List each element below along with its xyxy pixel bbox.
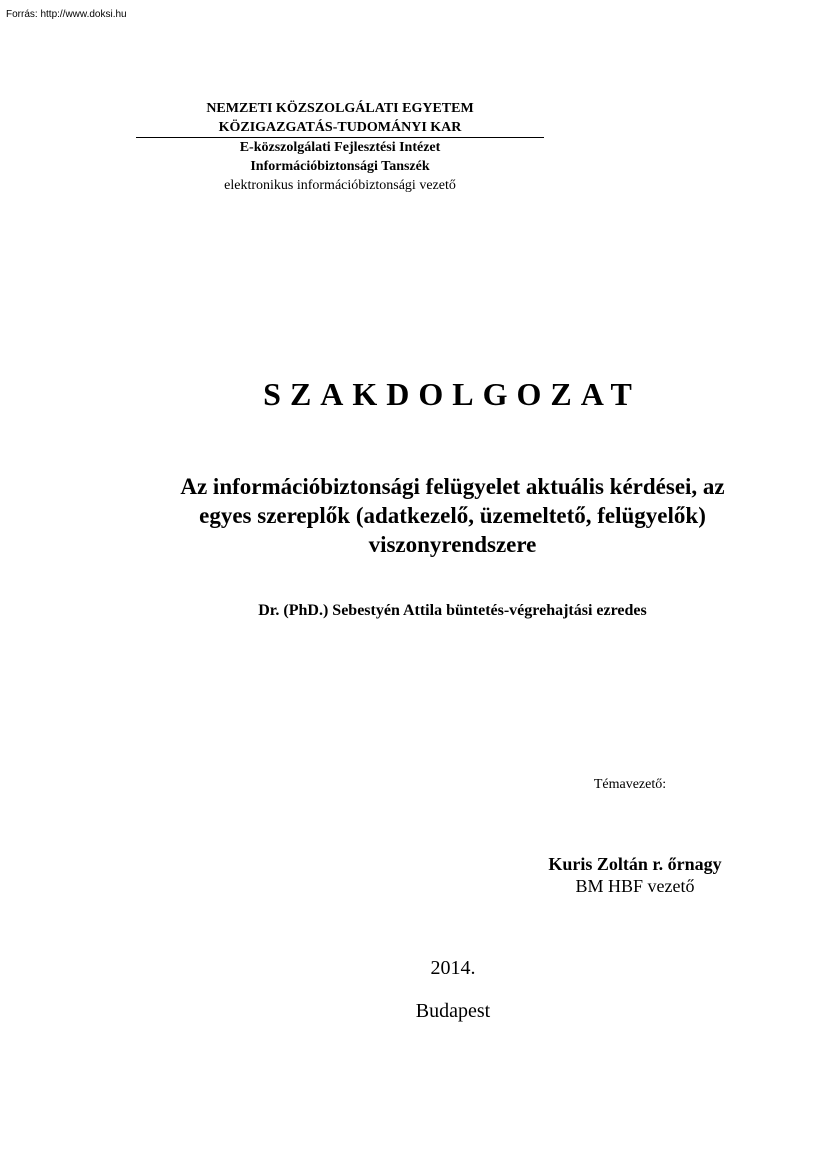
department-name: Információbiztonsági Tanszék xyxy=(250,159,430,174)
subtitle-line: egyes szereplők (adatkezelő, üzemeltető, felügyelők) xyxy=(199,503,706,528)
institution-header xyxy=(136,99,544,195)
document-title: SZAKDOLGOZAT xyxy=(263,376,641,412)
place: Budapest xyxy=(415,1000,491,1022)
faculty-name: KÖZIGAZGATÁS-TUDOMÁNYI KAR xyxy=(136,118,544,138)
subtitle-line: viszonyrendszere xyxy=(368,532,537,557)
author-name: Dr. (PhD.) Sebestyén Attila büntetés-végrehajtási ezredes xyxy=(258,602,647,619)
institute-name: E-közszolgálati Fejlesztési Intézet xyxy=(239,140,441,155)
supervisor-block xyxy=(520,853,750,897)
thesis-subtitle xyxy=(120,472,785,559)
year: 2014. xyxy=(430,957,476,979)
supervisor-role: BM HBF vezető xyxy=(575,876,695,896)
source-note: Forrás: http://www.doksi.hu xyxy=(6,9,127,20)
supervisor-name: Kuris Zoltán r. őrnagy xyxy=(548,854,722,874)
university-name: NEMZETI KÖZSZOLGÁLATI EGYETEM xyxy=(206,101,474,116)
supervisor-label: Témavezető: xyxy=(593,777,667,792)
program-name: elektronikus információbiztonsági vezető xyxy=(224,178,456,193)
subtitle-line: Az információbiztonsági felügyelet aktuális kérdései, az xyxy=(180,474,725,499)
